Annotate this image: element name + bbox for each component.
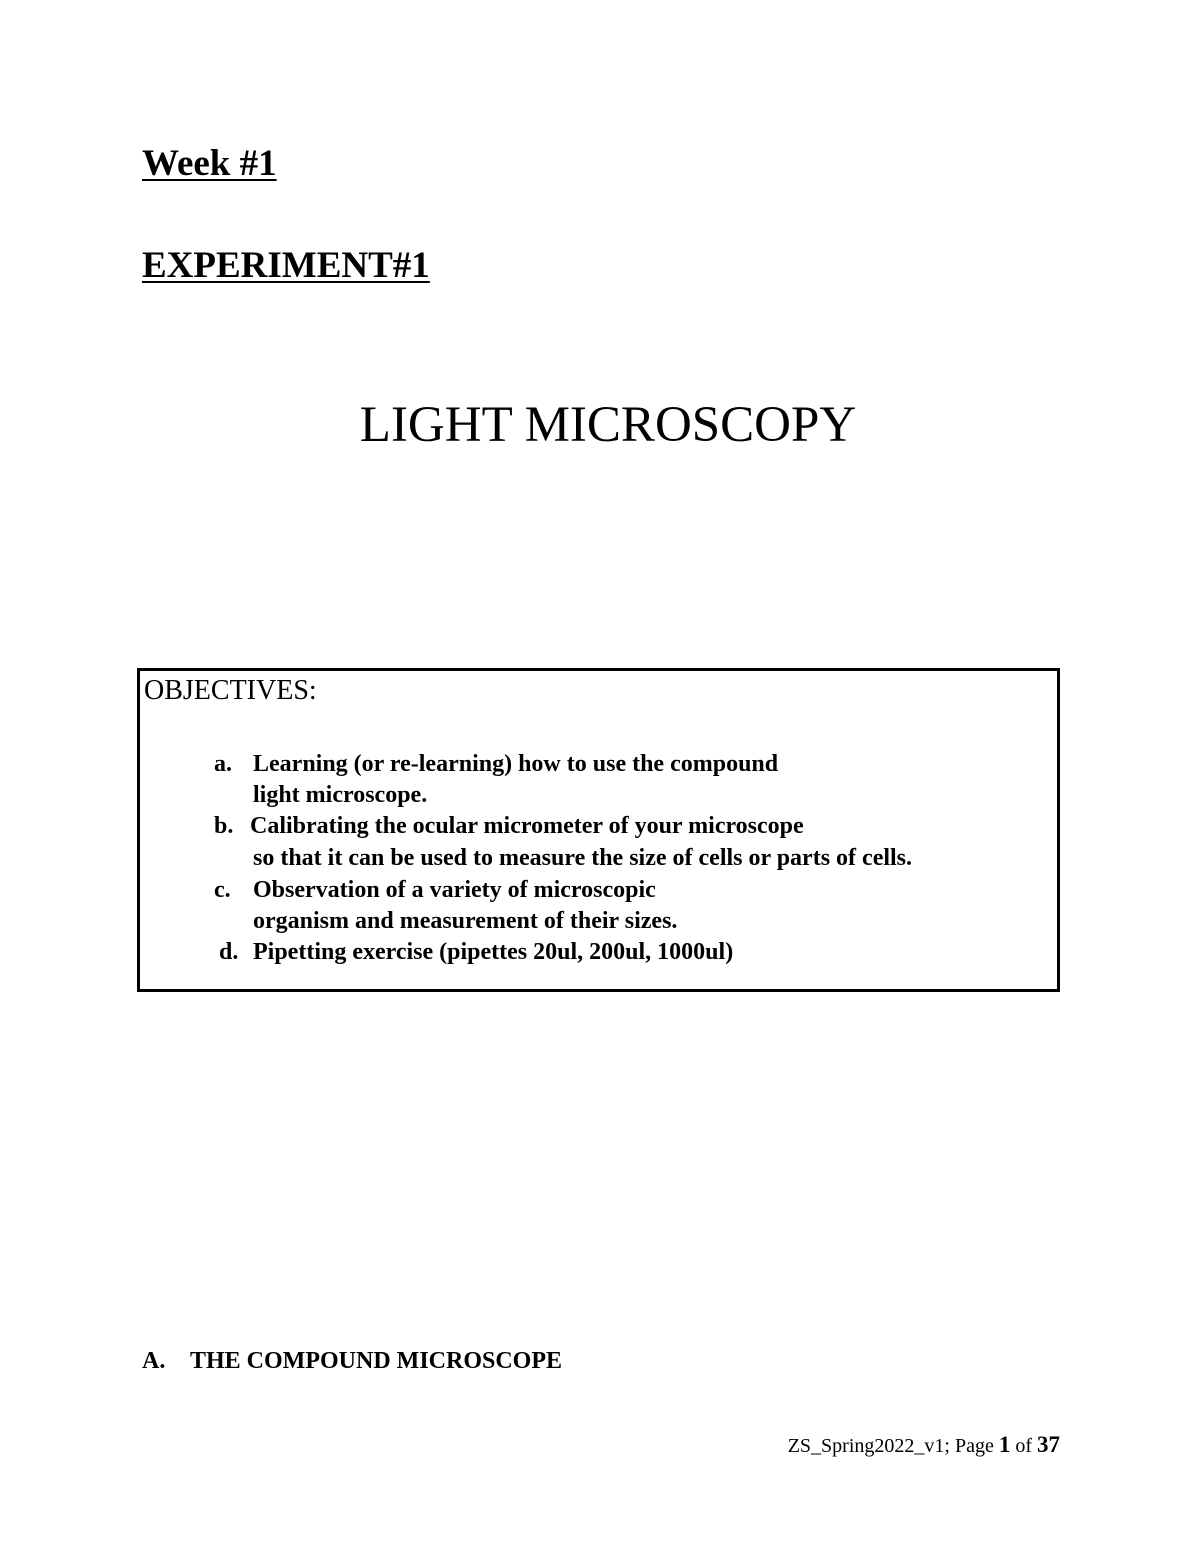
week-heading: Week #1 [142,143,277,184]
objective-d-line1: Pipetting exercise (pipettes 20ul, 200ul, 1000ul) [253,939,734,965]
objective-marker-d: d. [219,939,239,965]
objective-b-line1: Calibrating the ocular micrometer of your microscope [250,813,804,839]
footer-of: of [1010,1435,1037,1457]
footer-total-pages: 37 [1037,1432,1060,1457]
footer-page-number: 1 [998,1432,1011,1457]
objectives-heading: OBJECTIVES: [144,675,317,706]
objectives-box [137,668,1060,992]
section-title: THE COMPOUND MICROSCOPE [190,1348,562,1374]
objective-a-line1: Learning (or re-learning) how to use the compound [253,751,779,777]
objective-a-line2: light microscope. [253,782,428,808]
objective-marker-a: a. [214,751,232,777]
page-footer [788,1432,1060,1458]
footer-prefix: ZS_Spring2022_v1; Page [787,1435,999,1457]
experiment-heading: EXPERIMENT#1 [142,245,430,286]
section-heading [142,1348,562,1375]
objective-c-line1: Observation of a variety of microscopic [253,877,656,903]
objective-marker-b: b. [214,813,234,839]
objective-marker-c: c. [214,877,231,903]
objective-b-line2: so that it can be used to measure the size of cells or parts of cells. [253,845,913,871]
page-title: LIGHT MICROSCOPY [359,397,857,453]
objective-c-line2: organism and measurement of their sizes. [253,908,678,934]
section-marker: A. [142,1348,166,1374]
